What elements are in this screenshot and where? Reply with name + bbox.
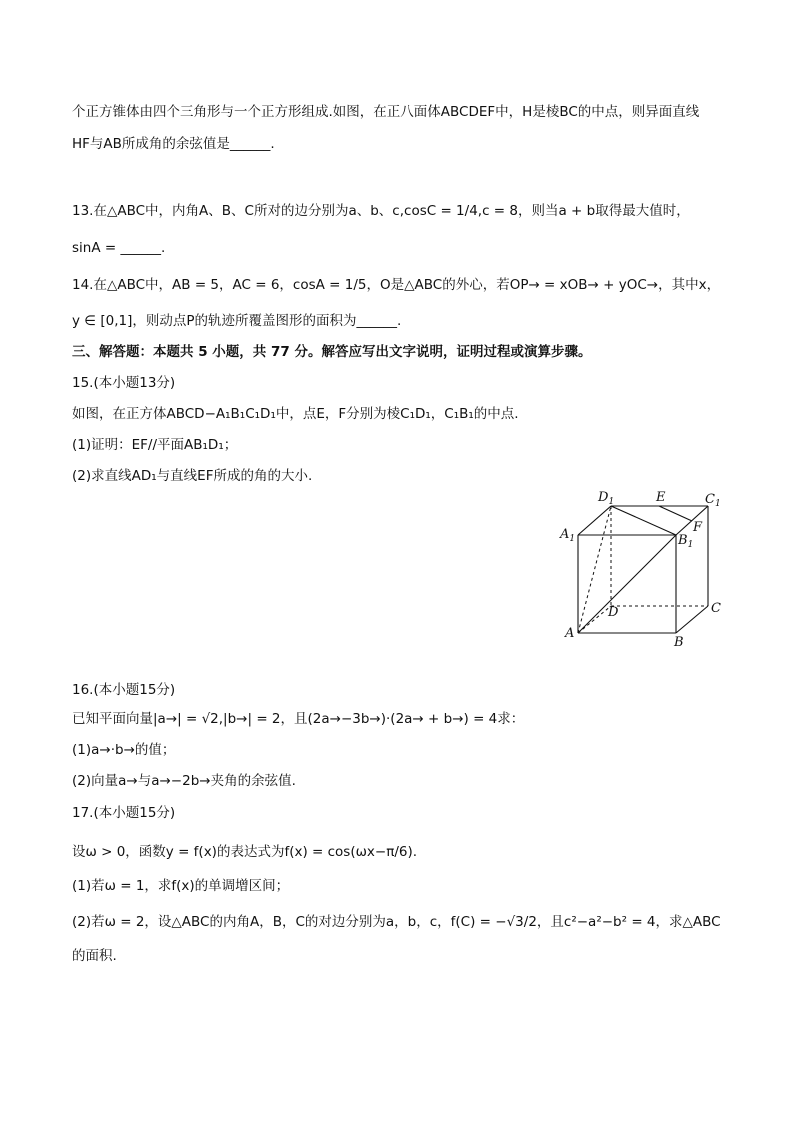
problem-17-part2: (2)若ω = 2，设△ABC的内角A，B，C的对边分别为a，b，c，f(C) = −√3/2，且c²−a²−b² = 4，求△ABC [72, 914, 721, 930]
label-B: B [674, 635, 684, 650]
label-C: C [711, 601, 721, 616]
problem-17-header: 17.(本小题15分) [72, 805, 176, 821]
problem-15-statement: 如图，在正方体ABCD−A₁B₁C₁D₁中，点E，F分别为棱C₁D₁，C₁B₁的中点. [72, 406, 519, 422]
cube-diagram [558, 488, 728, 648]
label-D1: $D_1$ [598, 490, 615, 507]
problem-17-part2-cont: 的面积. [72, 948, 117, 964]
problem-12-continued-line1: 个正方锥体由四个三角形与一个正方形组成.如图，在正八面体ABCDEF中，H是棱BC的中点，则异面直线 [72, 104, 700, 120]
label-A1: $A_1$ [560, 527, 576, 544]
problem-15-part1: (1)证明：EF//平面AB₁D₁； [72, 437, 238, 453]
cube-figure [558, 488, 728, 648]
label-B1: $B_1$ [678, 533, 694, 550]
problem-14-line1: 14.在△ABC中，AB = 5，AC = 6，cosA = 1/5，O是△ABC的外心，若OP→ = xOB→ + yOC→，其中x， [72, 277, 721, 293]
label-D: D [608, 605, 619, 620]
label-C1: $C_1$ [705, 492, 721, 509]
problem-12-continued-line2: HF与AB所成角的余弦值是______. [72, 136, 275, 152]
problem-17-statement: 设ω > 0，函数y = f(x)的表达式为f(x) = cos(ωx−π/6). [72, 844, 418, 860]
label-F: F [693, 520, 703, 535]
label-E: E [656, 490, 666, 505]
problem-15-part2: (2)求直线AD₁与直线EF所成的角的大小. [72, 468, 313, 484]
problem-16-part1: (1)a→·b→的值； [72, 742, 176, 758]
problem-15-header: 15.(本小题13分) [72, 375, 176, 391]
problem-16-header: 16.(本小题15分) [72, 682, 176, 698]
problem-16-statement: 已知平面向量|a→| = √2,|b→| = 2，且(2a→−3b→)·(2a→ + b→) = 4求： [72, 711, 525, 727]
section-heading: 三、解答题：本题共 5 小题，共 77 分。解答应写出文字说明，证明过程或演算步骤。 [72, 344, 592, 360]
problem-13-line1: 13.在△ABC中，内角A、B、C所对的边分别为a、b、c,cosC = 1/4,c = 8，则当a + b取得最大值时， [72, 203, 690, 219]
problem-13-line2: sinA = ______. [72, 240, 166, 256]
problem-17-part1: (1)若ω = 1，求f(x)的单调增区间； [72, 878, 290, 894]
label-A: A [565, 626, 575, 641]
problem-14-line2: y ∈ [0,1]，则动点P的轨迹所覆盖图形的面积为______. [72, 313, 402, 329]
problem-16-part2: (2)向量a→与a→−2b→夹角的余弦值. [72, 773, 296, 789]
